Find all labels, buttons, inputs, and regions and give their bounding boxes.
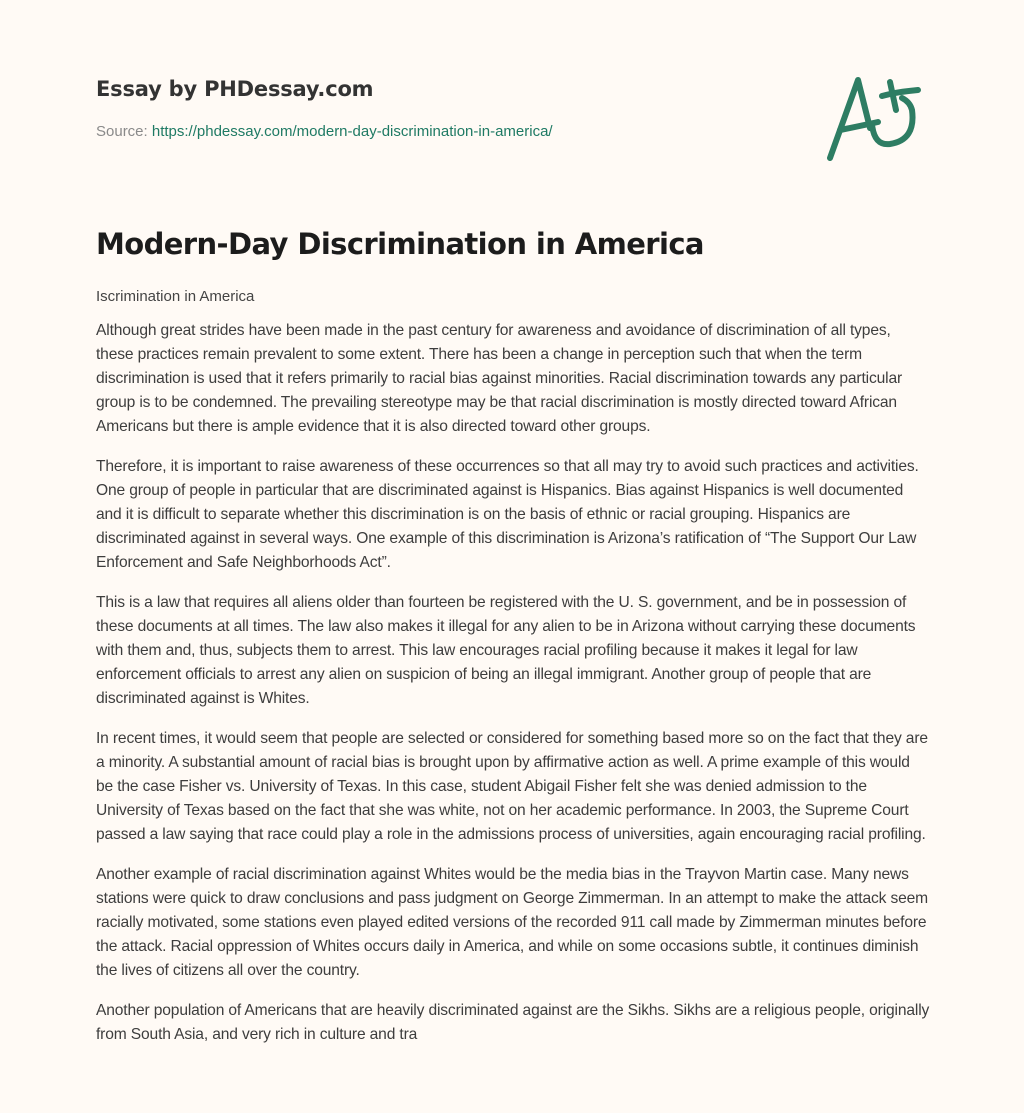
paragraph: Therefore, it is important to raise awareness of these occurrences so that all may try to avoid such practices and activities. One group of people in particular that are discriminated against is Hispanics. Bias against Hispanics is well documented and it is difficult to separate whether this discrimination is on the basis of ethnic or racial grouping. Hispanics are discriminated against in several ways. One example of this discrimination is Arizona’s ratification of “The Support Our Law Enforcement and Safe Neighborhoods Act”. [96, 458, 919, 571]
paragraph: Another example of racial discrimination against Whites would be the media bias in the Trayvon Martin case. Many news stations were quick to draw conclusions and pass judgment on George Zimmerman. In an attempt to make the attack seem racially motivated, some stations even played edited versions of the recorded 911 call made by Zimmerman minutes before the attack. Racial oppression of Whites occurs daily in America, and while on some occasions subtle, it continues diminish the lives of citizens all over the country. [96, 866, 929, 979]
paragraph: Although great strides have been made in the past century for awareness and avoidance of discrimination of all types, these practices remain prevalent to some extent. There has been a change in perception such that when the term discrimination is used that it refers primarily to racial bias against minorities. Racial discrimination towards any particular group is to be condemned. The prevailing stereotype may be that racial discrimination is mostly directed toward African Americans but there is ample evidence that it is also directed toward other groups. [96, 322, 903, 435]
page-title: Modern-Day Discrimination in America [96, 227, 704, 261]
a-plus-grade-icon [820, 66, 930, 166]
source-label: Source: [96, 123, 148, 140]
article-body [96, 285, 930, 1063]
paragraph: This is a law that requires all aliens older than fourteen be registered with the U. S. government, and be in possession of these documents at all times. The law also makes it illegal for any alien to be in Arizona without carrying these documents with them and, thus, subjects them to arrest. This law encourages racial profiling because it makes it legal for law enforcement officials to arrest any alien on suspicion of being an illegal immigrant. Another group of people that are discriminated against is Whites. [96, 594, 916, 707]
paragraph: Another population of Americans that are heavily discriminated against are the Sikhs. Sikhs are a religious people, originally from South Asia, and very rich in culture and tra [96, 1002, 930, 1043]
brand-title: Essay by PHDessay.com [96, 77, 374, 101]
page-header [96, 74, 926, 142]
source-link[interactable]: https://phdessay.com/modern-day-discrimination-in-america/ [151, 123, 553, 140]
article-subtitle: Iscrimination in America [96, 288, 255, 305]
paragraph: In recent times, it would seem that people are selected or considered for something based more so on the fact that they are a minority. A substantial amount of racial bias is brought upon by affirmative action as well. A prime example of this would be the case Fisher vs. University of Texas. In this case, student Abigail Fisher felt she was denied admission to the University of Texas based on the fact that she was white, not on her academic performance. In 2003, the Supreme Court passed a law saying that race could play a role in the admissions process of universities, again encouraging racial profiling. [96, 730, 928, 843]
source-line [96, 122, 926, 142]
